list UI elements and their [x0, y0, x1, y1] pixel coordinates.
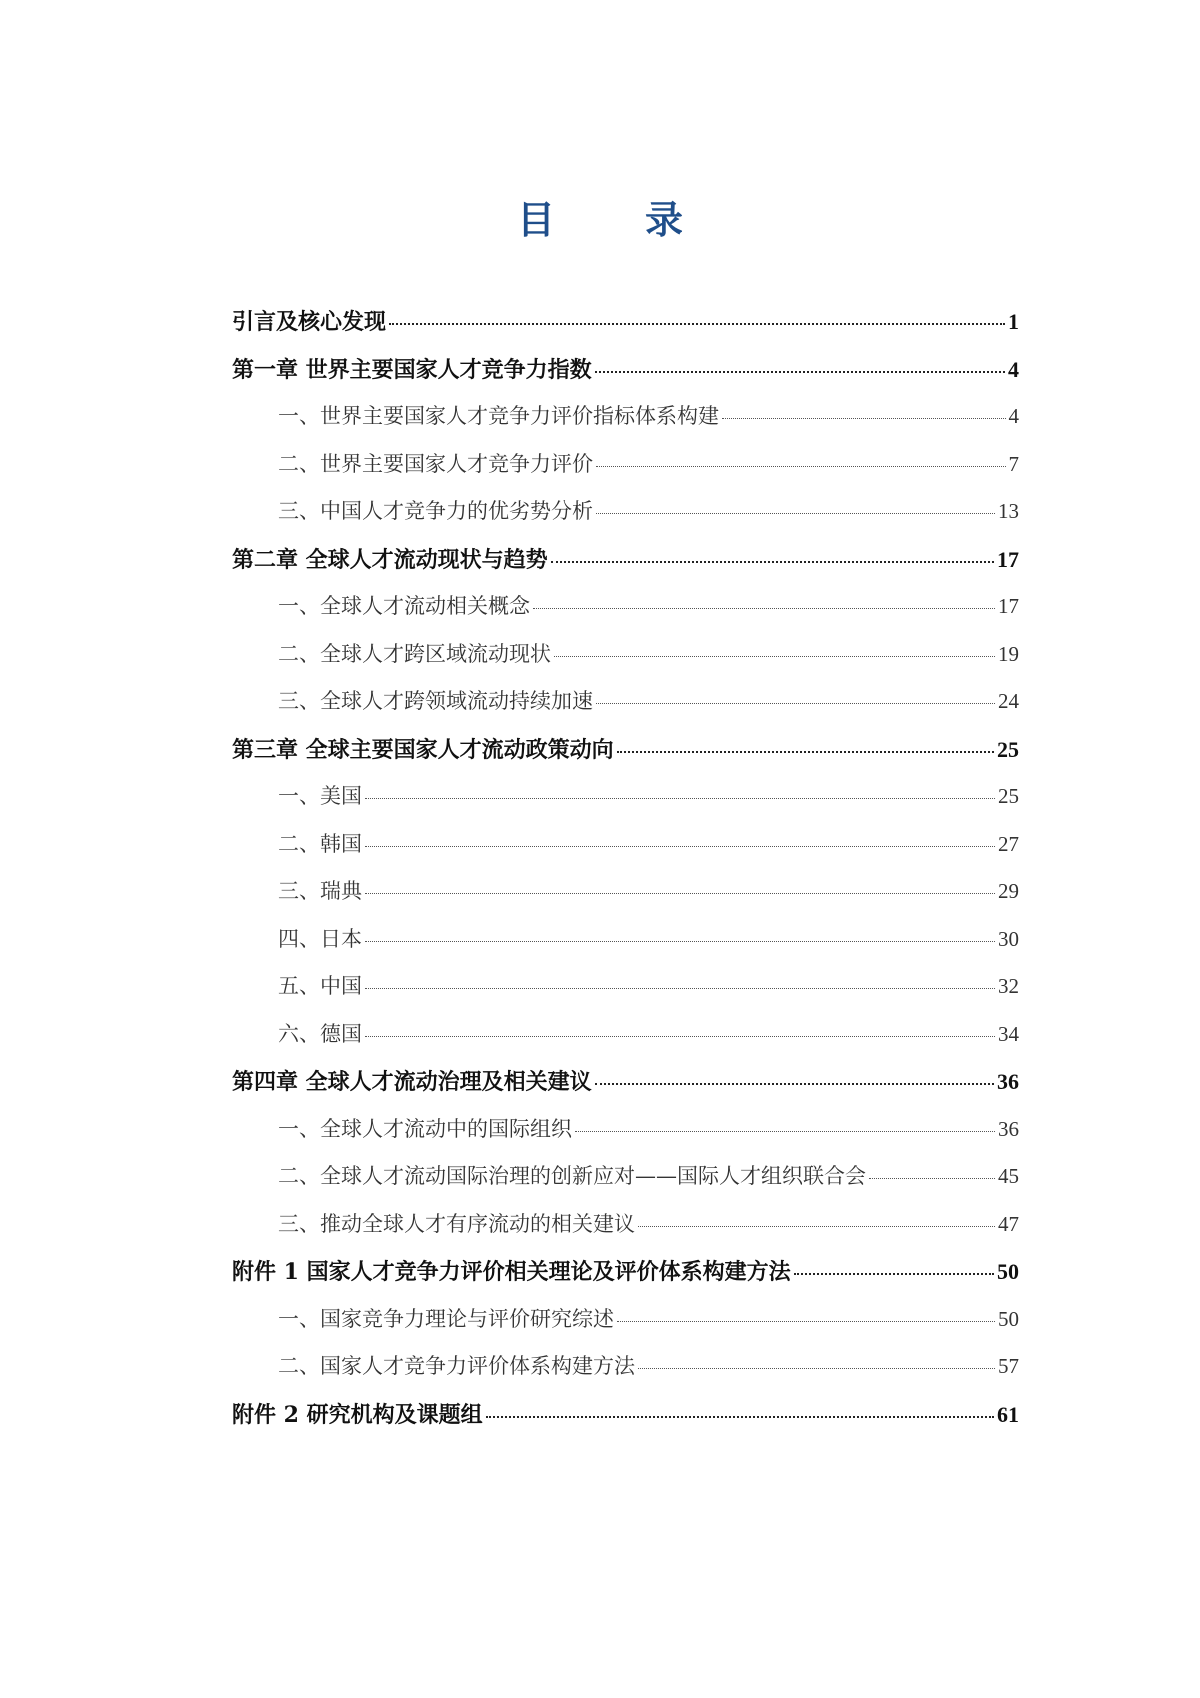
- toc-page-number: 57: [998, 1354, 1019, 1378]
- table-of-contents: [232, 305, 1019, 1445]
- toc-entry-chapter-1[interactable]: [232, 353, 1019, 401]
- toc-entry-appendix-1[interactable]: [232, 1255, 1019, 1303]
- toc-page-number: 17: [998, 594, 1019, 618]
- toc-entry-section[interactable]: [232, 638, 1019, 686]
- toc-entry-section[interactable]: [232, 685, 1019, 733]
- page-title: 目 录: [516, 198, 709, 242]
- toc-entry-label: 二、全球人才流动国际治理的创新应对——国际人才组织联合会: [278, 1164, 866, 1188]
- toc-entry-section[interactable]: [232, 590, 1019, 638]
- toc-entry-label: 引言及核心发现: [232, 309, 387, 335]
- toc-entry-label: 三、瑞典: [278, 879, 362, 903]
- toc-entry-section[interactable]: [232, 1160, 1019, 1208]
- toc-entry-section[interactable]: [232, 923, 1019, 971]
- toc-leader-dots: [595, 1083, 994, 1085]
- toc-entry-label: 第三章 全球主要国家人才流动政策动向: [232, 736, 614, 763]
- toc-leader-dots: [365, 988, 995, 989]
- toc-entry-label: 三、推动全球人才有序流动的相关建议: [278, 1211, 635, 1236]
- toc-leader-dots: [794, 1273, 994, 1275]
- toc-entry-section[interactable]: [232, 1208, 1019, 1256]
- toc-entry-section[interactable]: [232, 875, 1019, 923]
- toc-entry-label: 第一章 世界主要国家人才竞争力指数: [232, 356, 592, 383]
- toc-page-number: 36: [997, 1069, 1019, 1094]
- toc-page-number: 7: [1008, 451, 1019, 476]
- toc-entry-label: 一、全球人才流动中的国际组织: [278, 1116, 572, 1141]
- toc-entry-label: 附件 2 研究机构及课题组: [232, 1401, 483, 1428]
- toc-entry-label: 一、全球人才流动相关概念: [278, 594, 530, 618]
- toc-page-number: 47: [998, 1211, 1019, 1236]
- toc-page-number: 61: [997, 1401, 1019, 1427]
- toc-leader-dots: [638, 1368, 995, 1369]
- toc-leader-dots: [722, 418, 1006, 419]
- toc-entry-label: 二、全球人才跨区域流动现状: [278, 641, 551, 666]
- toc-entry-label: 五、中国: [278, 974, 362, 998]
- toc-leader-dots: [575, 1131, 995, 1132]
- toc-entry-section[interactable]: [232, 1018, 1019, 1066]
- toc-entry-label: 四、日本: [278, 926, 362, 951]
- toc-entry-section[interactable]: [232, 828, 1019, 876]
- toc-entry-label: 三、中国人才竞争力的优劣势分析: [278, 499, 593, 523]
- toc-leader-dots: [617, 751, 994, 753]
- toc-page-number: 4: [1008, 404, 1019, 428]
- toc-leader-dots: [869, 1178, 995, 1179]
- toc-page-number: 1: [1008, 309, 1019, 334]
- toc-entry-label: 二、国家人才竞争力评价体系构建方法: [278, 1354, 635, 1378]
- toc-leader-dots: [596, 513, 995, 514]
- toc-entry-section[interactable]: [232, 1113, 1019, 1161]
- toc-leader-dots: [365, 798, 995, 799]
- toc-leader-dots: [365, 1036, 995, 1037]
- toc-entry-label: 一、美国: [278, 784, 362, 808]
- toc-page-number: 50: [998, 1306, 1019, 1331]
- toc-leader-dots: [596, 466, 1006, 467]
- toc-leader-dots: [638, 1226, 995, 1227]
- toc-leader-dots: [596, 703, 995, 704]
- toc-entry-label: 六、德国: [278, 1021, 362, 1046]
- toc-entry-section[interactable]: [232, 448, 1019, 496]
- toc-page-number: 29: [998, 879, 1019, 903]
- toc-entry-section[interactable]: [232, 1350, 1019, 1398]
- toc-entry-appendix-2[interactable]: [232, 1398, 1019, 1446]
- toc-page-number: 24: [998, 689, 1019, 713]
- toc-entry-section[interactable]: [232, 495, 1019, 543]
- toc-leader-dots: [389, 323, 1005, 325]
- toc-entry-label: 二、韩国: [278, 831, 362, 856]
- toc-page-number: 4: [1008, 356, 1019, 382]
- toc-entry-section[interactable]: [232, 1303, 1019, 1351]
- toc-page-number: 25: [997, 736, 1019, 762]
- toc-leader-dots: [595, 371, 1005, 373]
- toc-entry-label: 三、全球人才跨领域流动持续加速: [278, 689, 593, 713]
- toc-entry-label: 二、世界主要国家人才竞争力评价: [278, 451, 593, 476]
- toc-page-number: 13: [998, 499, 1019, 523]
- toc-leader-dots: [617, 1321, 995, 1322]
- toc-page-number: 27: [998, 831, 1019, 856]
- toc-entry-label: 第四章 全球人才流动治理及相关建议: [232, 1069, 592, 1095]
- toc-leader-dots: [365, 846, 995, 847]
- toc-entry-chapter-3[interactable]: [232, 733, 1019, 781]
- toc-page-number: 50: [997, 1259, 1019, 1284]
- toc-page-number: 32: [998, 974, 1019, 998]
- toc-leader-dots: [486, 1416, 994, 1418]
- toc-entry-label: 附件 1 国家人才竞争力评价相关理论及评价体系构建方法: [232, 1259, 791, 1285]
- toc-page-number: 36: [998, 1116, 1019, 1141]
- toc-leader-dots: [551, 561, 994, 563]
- toc-entry-chapter-2[interactable]: [232, 543, 1019, 591]
- toc-leader-dots: [365, 941, 995, 942]
- toc-page-number: 34: [998, 1021, 1019, 1046]
- toc-entry-label: 一、国家竞争力理论与评价研究综述: [278, 1306, 614, 1331]
- toc-entry-section[interactable]: [232, 400, 1019, 448]
- toc-entry-section[interactable]: [232, 780, 1019, 828]
- toc-entry-chapter-4[interactable]: [232, 1065, 1019, 1113]
- toc-entry-label: 第二章 全球人才流动现状与趋势: [232, 546, 548, 573]
- toc-entry-label: 一、世界主要国家人才竞争力评价指标体系构建: [278, 404, 719, 428]
- toc-page-number: 30: [998, 926, 1019, 951]
- toc-entry-section[interactable]: [232, 970, 1019, 1018]
- toc-entry-intro[interactable]: [232, 305, 1019, 353]
- toc-page-number: 19: [998, 641, 1019, 666]
- toc-page-number: 25: [998, 784, 1019, 808]
- toc-page-number: 45: [998, 1164, 1019, 1188]
- toc-leader-dots: [533, 608, 995, 609]
- toc-page-number: 17: [997, 546, 1019, 572]
- toc-leader-dots: [365, 893, 995, 894]
- toc-leader-dots: [554, 656, 995, 657]
